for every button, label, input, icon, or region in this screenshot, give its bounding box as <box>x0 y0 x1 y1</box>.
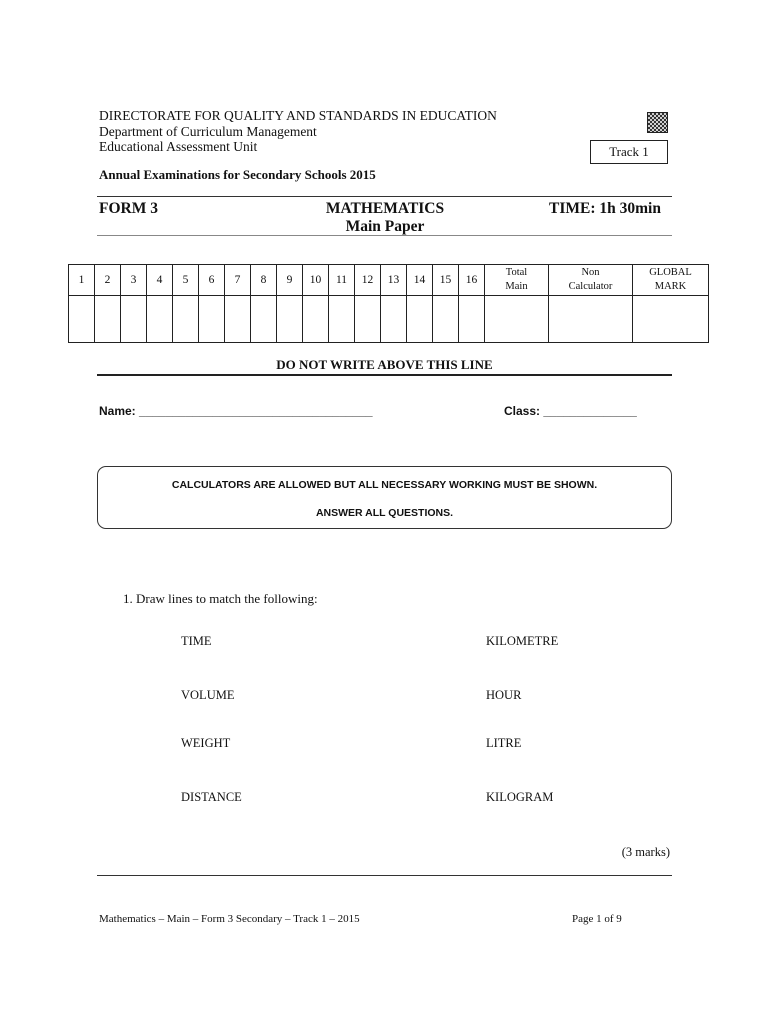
global-mark-line1: GLOBAL <box>649 267 692 278</box>
name-field-label: Name: ___________________________________ <box>99 404 373 418</box>
mark-cell <box>251 296 277 343</box>
time-allowed: TIME: 1h 30min <box>549 200 661 217</box>
unit-name: Educational Assessment Unit <box>99 139 258 154</box>
question-number-cell: 12 <box>355 265 381 296</box>
match-left-item: VOLUME <box>181 688 235 702</box>
mark-cell <box>173 296 199 343</box>
non-calculator-header <box>549 265 633 296</box>
do-not-write-notice: DO NOT WRITE ABOVE THIS LINE <box>276 357 493 372</box>
non-calculator-line2: Calculator <box>568 281 613 292</box>
match-right-item: HOUR <box>486 688 522 702</box>
instructions-box <box>97 466 672 529</box>
mark-cell <box>69 296 95 343</box>
question-1-text: 1. Draw lines to match the following: <box>123 591 318 606</box>
mark-cell <box>381 296 407 343</box>
footer-left: Mathematics – Main – Form 3 Secondary – Track 1 – 2015 <box>99 913 360 925</box>
match-left-item: TIME <box>181 634 212 648</box>
header-block <box>99 108 497 155</box>
marks-header-row <box>69 265 709 296</box>
question-number-cell: 8 <box>251 265 277 296</box>
marks-entry-row <box>69 296 709 343</box>
question-end-rule <box>97 875 672 876</box>
mark-cell <box>355 296 381 343</box>
paper-name: Main Paper <box>345 218 425 235</box>
exam-title: Annual Examinations for Secondary Schools 2015 <box>99 167 376 182</box>
marks-table <box>68 264 709 343</box>
match-left-item: DISTANCE <box>181 790 242 804</box>
mark-cell <box>147 296 173 343</box>
mark-cell <box>459 296 485 343</box>
non-calculator-cell <box>549 296 633 343</box>
question-number-cell: 14 <box>407 265 433 296</box>
mark-cell <box>225 296 251 343</box>
match-right-item: LITRE <box>486 736 522 750</box>
question-1-marks: (3 marks) <box>621 845 670 859</box>
subject-name: MATHEMATICS <box>325 200 445 217</box>
question-number-cell: 10 <box>303 265 329 296</box>
department-name: Department of Curriculum Management <box>99 123 317 139</box>
question-number-cell: 5 <box>173 265 199 296</box>
total-main-line1: Total <box>505 267 528 278</box>
question-number-cell: 9 <box>277 265 303 296</box>
mark-cell <box>277 296 303 343</box>
mark-cell <box>121 296 147 343</box>
question-number-cell: 11 <box>329 265 355 296</box>
question-number-cell: 16 <box>459 265 485 296</box>
question-number-cell: 15 <box>433 265 459 296</box>
subject-title <box>271 200 499 236</box>
match-right-item: KILOGRAM <box>486 790 554 804</box>
answer-all-instruction: ANSWER ALL QUESTIONS. <box>315 507 454 519</box>
page-number: Page 1 of 9 <box>572 913 622 925</box>
mark-cell <box>95 296 121 343</box>
non-calculator-line1: Non <box>581 267 600 278</box>
title-top-rule <box>97 196 672 197</box>
total-main-header <box>485 265 549 296</box>
question-number-cell: 2 <box>95 265 121 296</box>
calculator-instruction: CALCULATORS ARE ALLOWED BUT ALL NECESSARY WORKING MUST BE SHOWN. <box>171 479 598 491</box>
directorate-title: DIRECTORATE FOR QUALITY AND STANDARDS IN EDUCATION <box>99 108 497 123</box>
do-not-write-rule <box>97 374 672 376</box>
question-number-cell: 7 <box>225 265 251 296</box>
total-main-line2: Main <box>505 281 528 292</box>
form-label: FORM 3 <box>99 200 158 217</box>
class-field-label: Class: ______________ <box>504 404 637 418</box>
question-number-cell: 1 <box>69 265 95 296</box>
track-box: Track 1 <box>590 140 668 164</box>
global-mark-line2: MARK <box>654 281 687 292</box>
total-main-cell <box>485 296 549 343</box>
match-right-item: KILOMETRE <box>486 634 559 648</box>
question-number-cell: 4 <box>147 265 173 296</box>
match-left-item: WEIGHT <box>181 736 231 750</box>
mark-cell <box>199 296 225 343</box>
question-number-cell: 3 <box>121 265 147 296</box>
mark-cell <box>329 296 355 343</box>
question-number-cell: 6 <box>199 265 225 296</box>
title-bottom-rule <box>97 235 672 236</box>
global-mark-header <box>633 265 709 296</box>
mark-cell <box>407 296 433 343</box>
mark-cell <box>433 296 459 343</box>
mark-cell <box>303 296 329 343</box>
question-number-cell: 13 <box>381 265 407 296</box>
barcode-icon <box>647 112 668 133</box>
global-mark-cell <box>633 296 709 343</box>
